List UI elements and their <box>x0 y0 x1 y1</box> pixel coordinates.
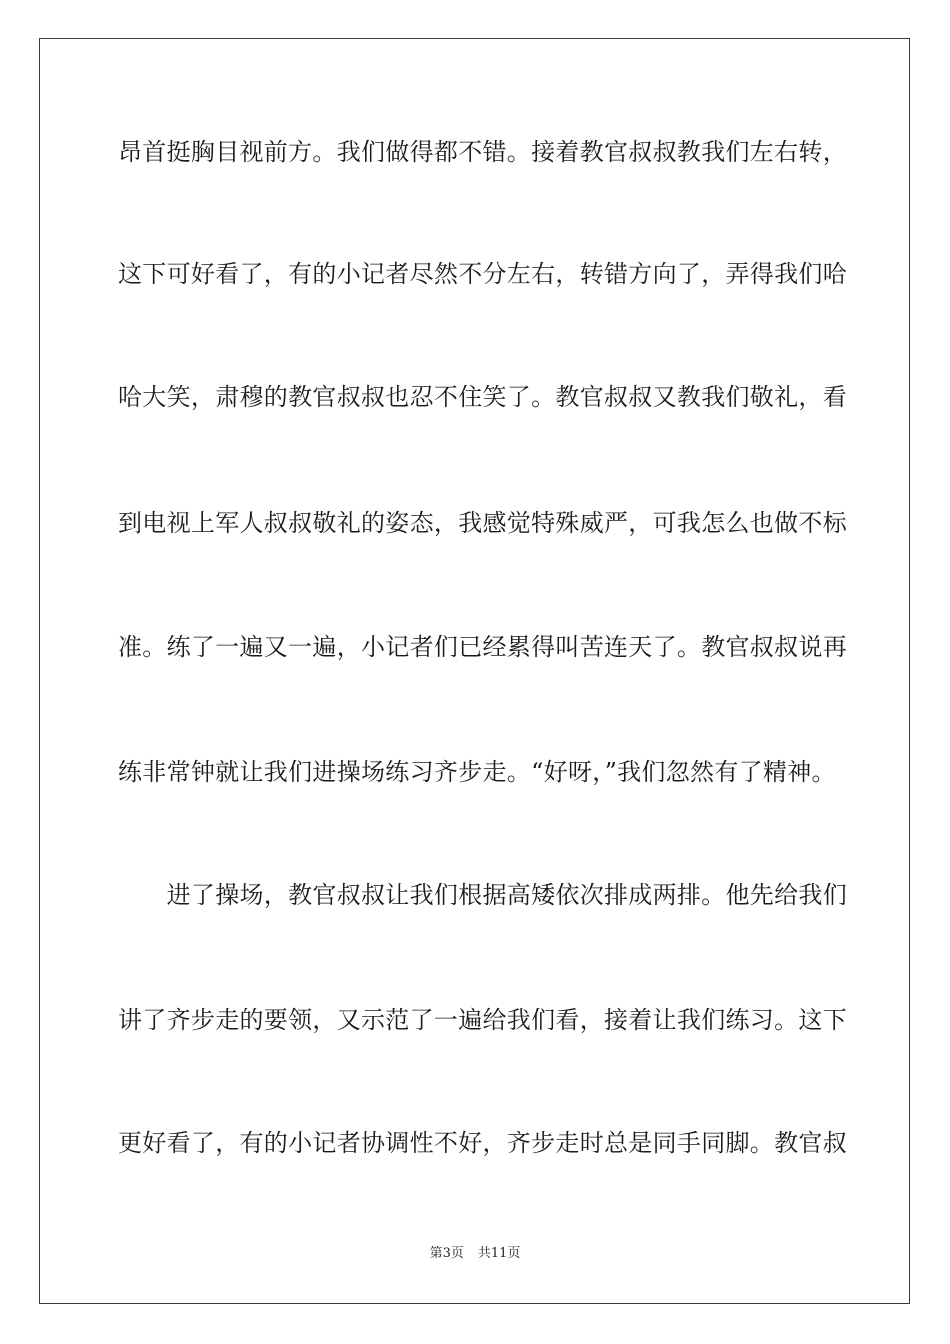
text-line: 准。练了一遍又一遍，小记者们已经累得叫苦连天了。教官叔叔说再 <box>118 633 847 661</box>
page-number-total: 共11页 <box>477 1246 521 1261</box>
page-number-current: 第3页 <box>429 1246 464 1261</box>
page-footer <box>0 1246 950 1262</box>
text-line: 练非常钟就让我们进操场练习齐步走。“好呀，”我们忽然有了精神。 <box>118 758 836 786</box>
text-line: 昂首挺胸目视前方。我们做得都不错。接着教官叔叔教我们左右转， <box>118 138 847 166</box>
text-line: 到电视上军人叔叔敬礼的姿态，我感觉特殊威严，可我怎么也做不标 <box>118 509 847 537</box>
text-line: 讲了齐步走的要领，又示范了一遍给我们看，接着让我们练习。这下 <box>118 1006 847 1034</box>
text-line: 更好看了，有的小记者协调性不好，齐步走时总是同手同脚。教官叔 <box>118 1129 847 1157</box>
text-line: 哈大笑，肃穆的教官叔叔也忍不住笑了。教官叔叔又教我们敬礼，看 <box>118 383 847 411</box>
text-line: 这下可好看了，有的小记者尽然不分左右，转错方向了，弄得我们哈 <box>118 260 847 288</box>
page-border <box>39 38 910 1304</box>
text-line: 进了操场，教官叔叔让我们根据高矮依次排成两排。他先给我们 <box>118 881 847 909</box>
